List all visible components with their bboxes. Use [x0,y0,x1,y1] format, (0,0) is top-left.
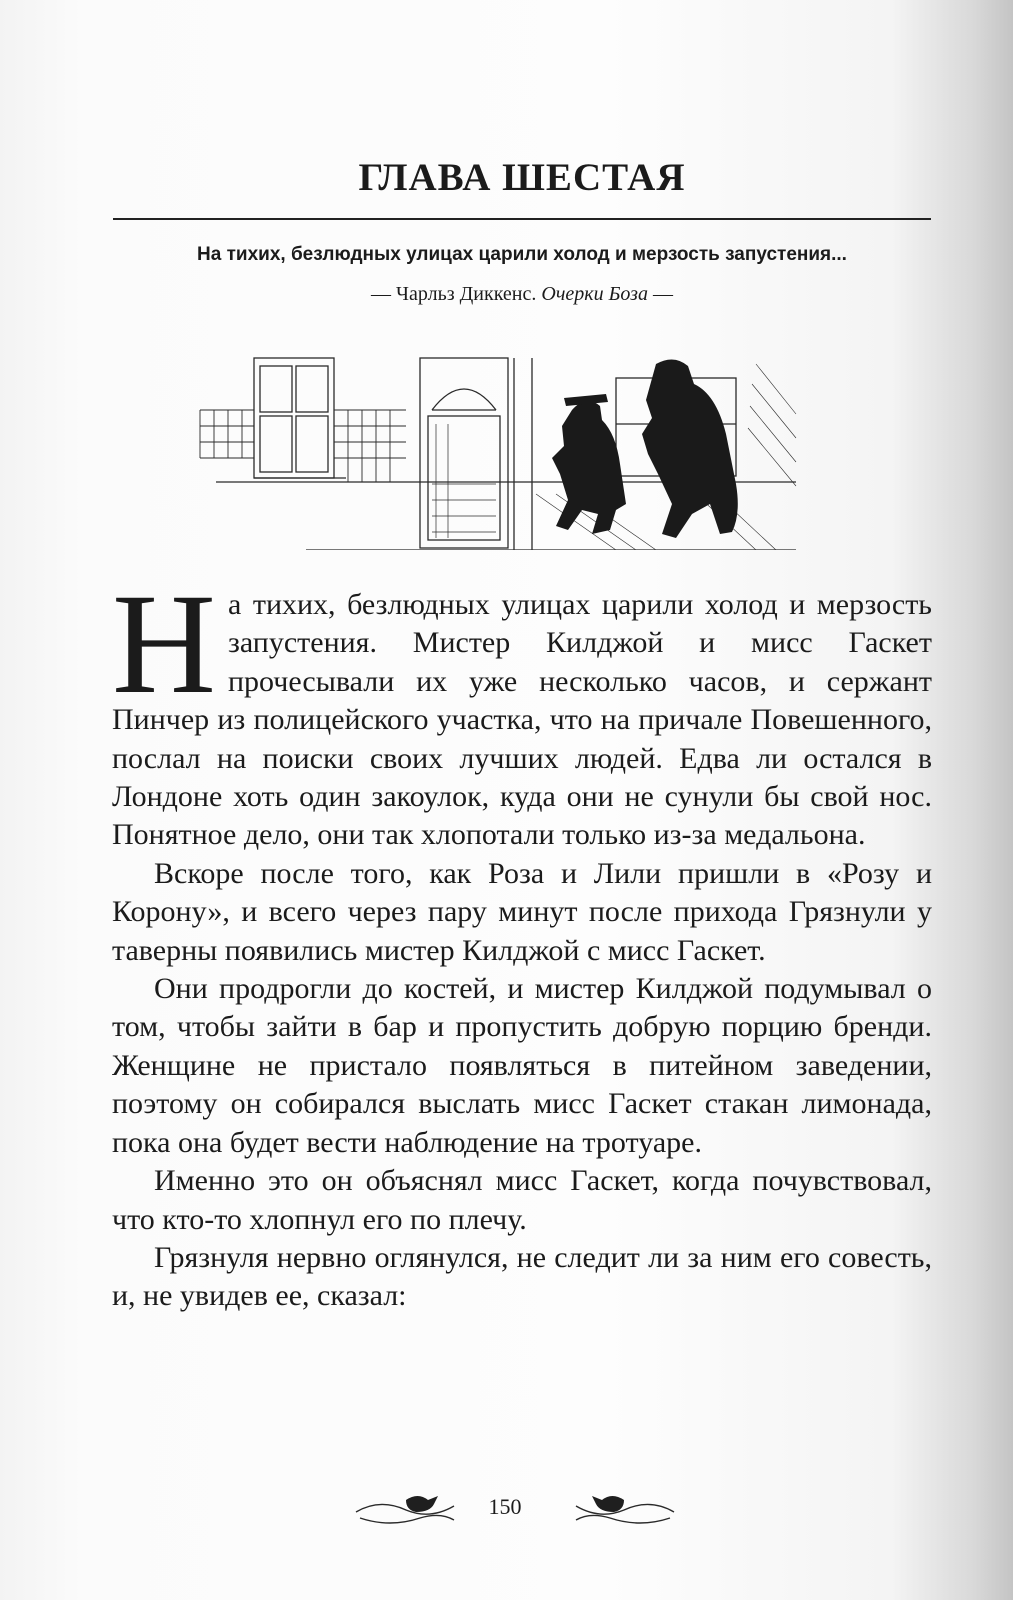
street-scene-illustration [196,354,804,550]
epigraph-attribution [113,283,931,306]
body-paragraph: Именно это он объяснял мисс Гаскет, когда почувствовал, что кто-то хлопнул его по плечу. [112,1164,932,1236]
title-rule [113,218,931,220]
attribution-dash-close: — [647,283,673,305]
body-paragraph [112,565,932,855]
body-paragraph: Они продрогли до костей, и мистер Килджой подумывал о том, чтобы зайти в бар и пропустить добрую порцию бренди. Женщине не пристало появляться в питейном заведении, поэтому он собирался выслать мисс Гаскет стакан лимонада, пока она будет вести наблюдение на тротуаре. [112,972,932,1159]
page-number: 150 [488,1494,522,1519]
chapter-body [112,565,932,1316]
paragraph-text: а тихих, безлюдных улицах царили холод и мерзость запустения. Мистер Килджой и мисс Гаскет прочесывали их уже несколько часов, и сержант Пинчер из полицейского участка, что на причале Повешенного, послал на поиски своих лучших людей. Едва ли остался в Лондоне хоть один закоулок, куда они не сунули бы свой нос. Понятное дело, они так хлопотали только из-за медальона. [112,588,932,852]
body-paragraph: Вскоре после того, как Роза и Лили пришли в «Розу и Корону», и всего через пару минут после прихода Грязнули у таверны появились мистер Килджой с мисс Гаскет. [112,856,932,967]
attribution-author: Чарльз Диккенс. [396,283,542,305]
attribution-work: Очерки Боза [541,283,648,305]
drop-cap: Н [112,565,216,724]
body-paragraph: Грязнуля нервно оглянулся, не следит ли за ним его совесть, и, не увидев ее, сказал: [112,1240,932,1313]
chapter-title: ГЛАВА ШЕСТАЯ [358,156,686,199]
epigraph-quote: На тихих, безлюдных улицах царили холод и мерзость запустения... [197,244,847,265]
attribution-dash-open: — [371,283,397,305]
